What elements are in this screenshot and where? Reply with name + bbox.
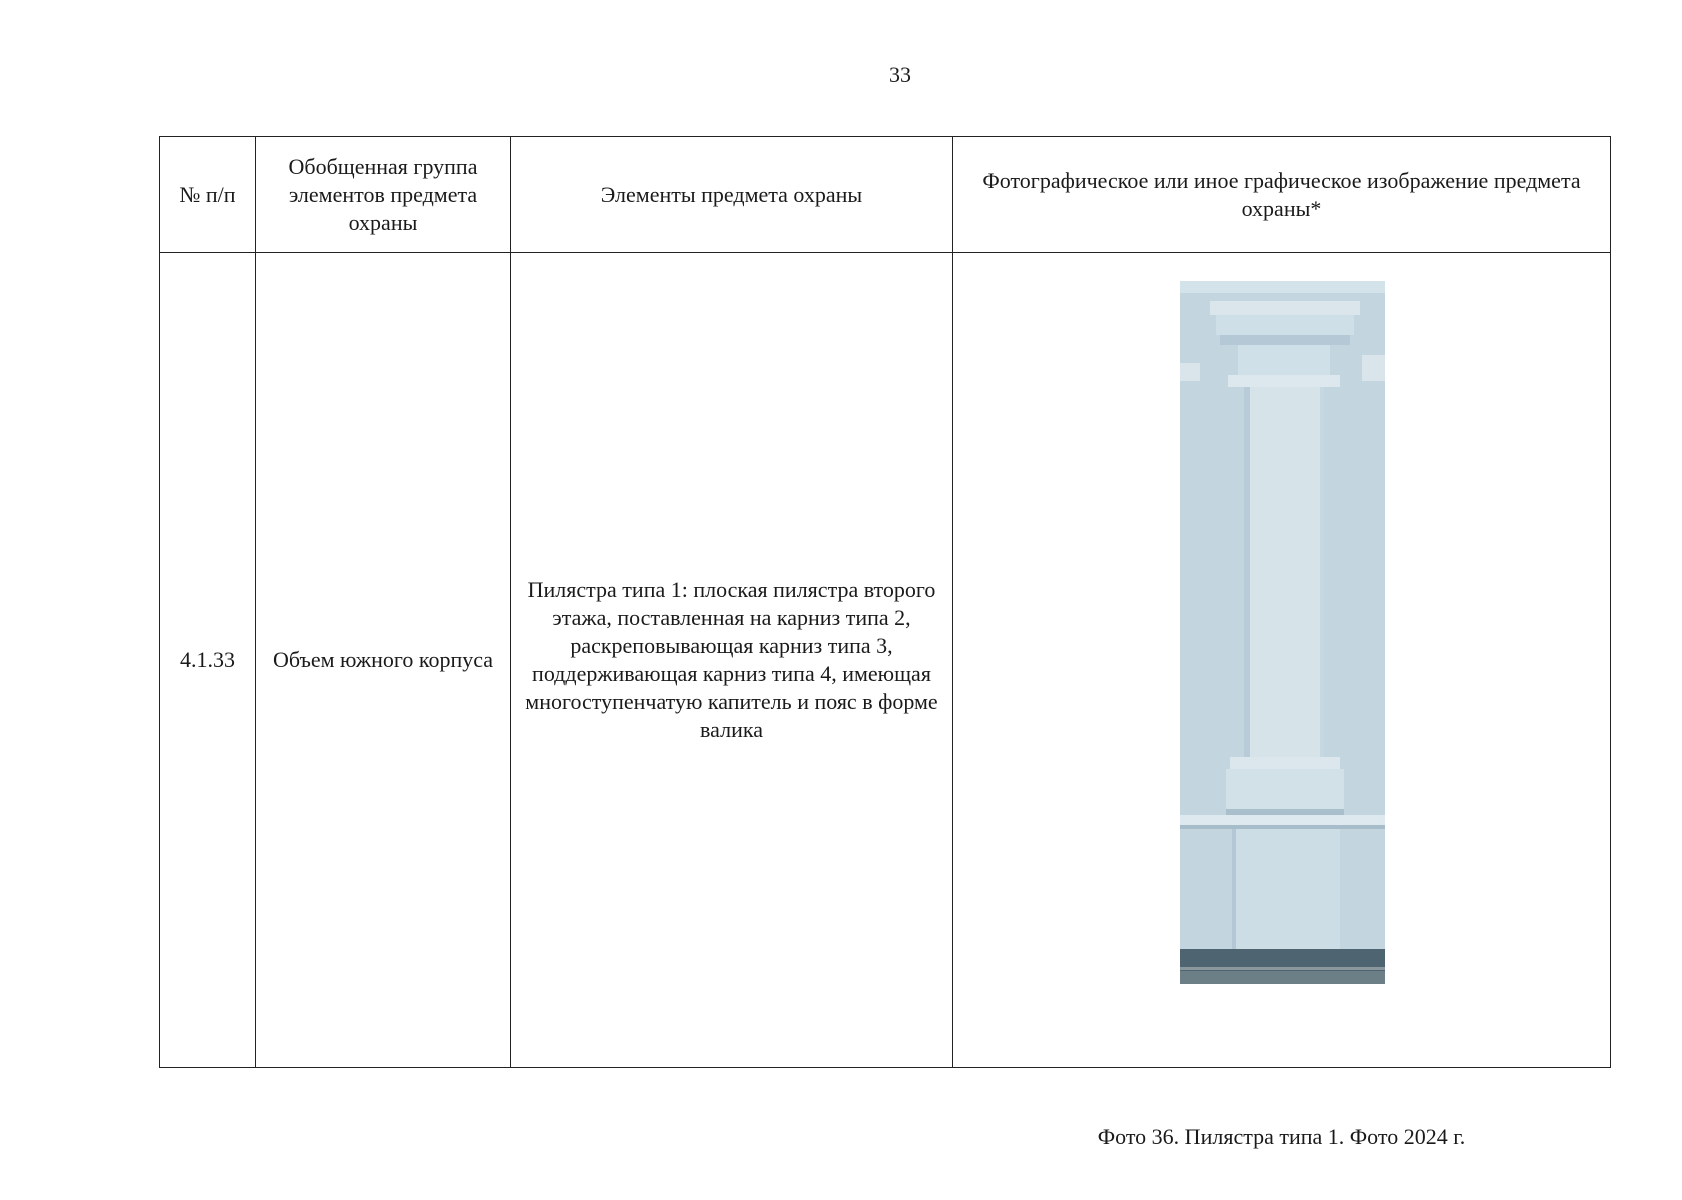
- protection-elements-table: [159, 136, 1611, 1149]
- header-group: Обобщенная группа элементов предмета охраны: [256, 137, 511, 253]
- row-group: Объем южного корпуса: [256, 253, 511, 1068]
- pilaster-photo: [1180, 281, 1385, 984]
- row-photo-cell: [953, 253, 1611, 1149]
- table-row: [160, 253, 1611, 1068]
- header-number: № п/п: [160, 137, 256, 253]
- photo-caption: Фото 36. Пилястра типа 1. Фото 2024 г.: [1097, 1124, 1466, 1149]
- header-elements: Элементы предмета охраны: [511, 137, 953, 253]
- row-elements: Пилястра типа 1: плоская пилястра второго этажа, поставленная на карниз типа 2, раскреповывающая карниз типа 3, поддерживающая карниз типа 4, имеющая многоступенчатую капитель и пояс в форме валика: [511, 253, 953, 1068]
- header-photo: Фотографическое или иное графическое изображение предмета охраны*: [953, 137, 1611, 253]
- page-number: 33: [889, 62, 911, 87]
- row-number: 4.1.33: [160, 253, 256, 1068]
- table-header-row: [160, 137, 1611, 253]
